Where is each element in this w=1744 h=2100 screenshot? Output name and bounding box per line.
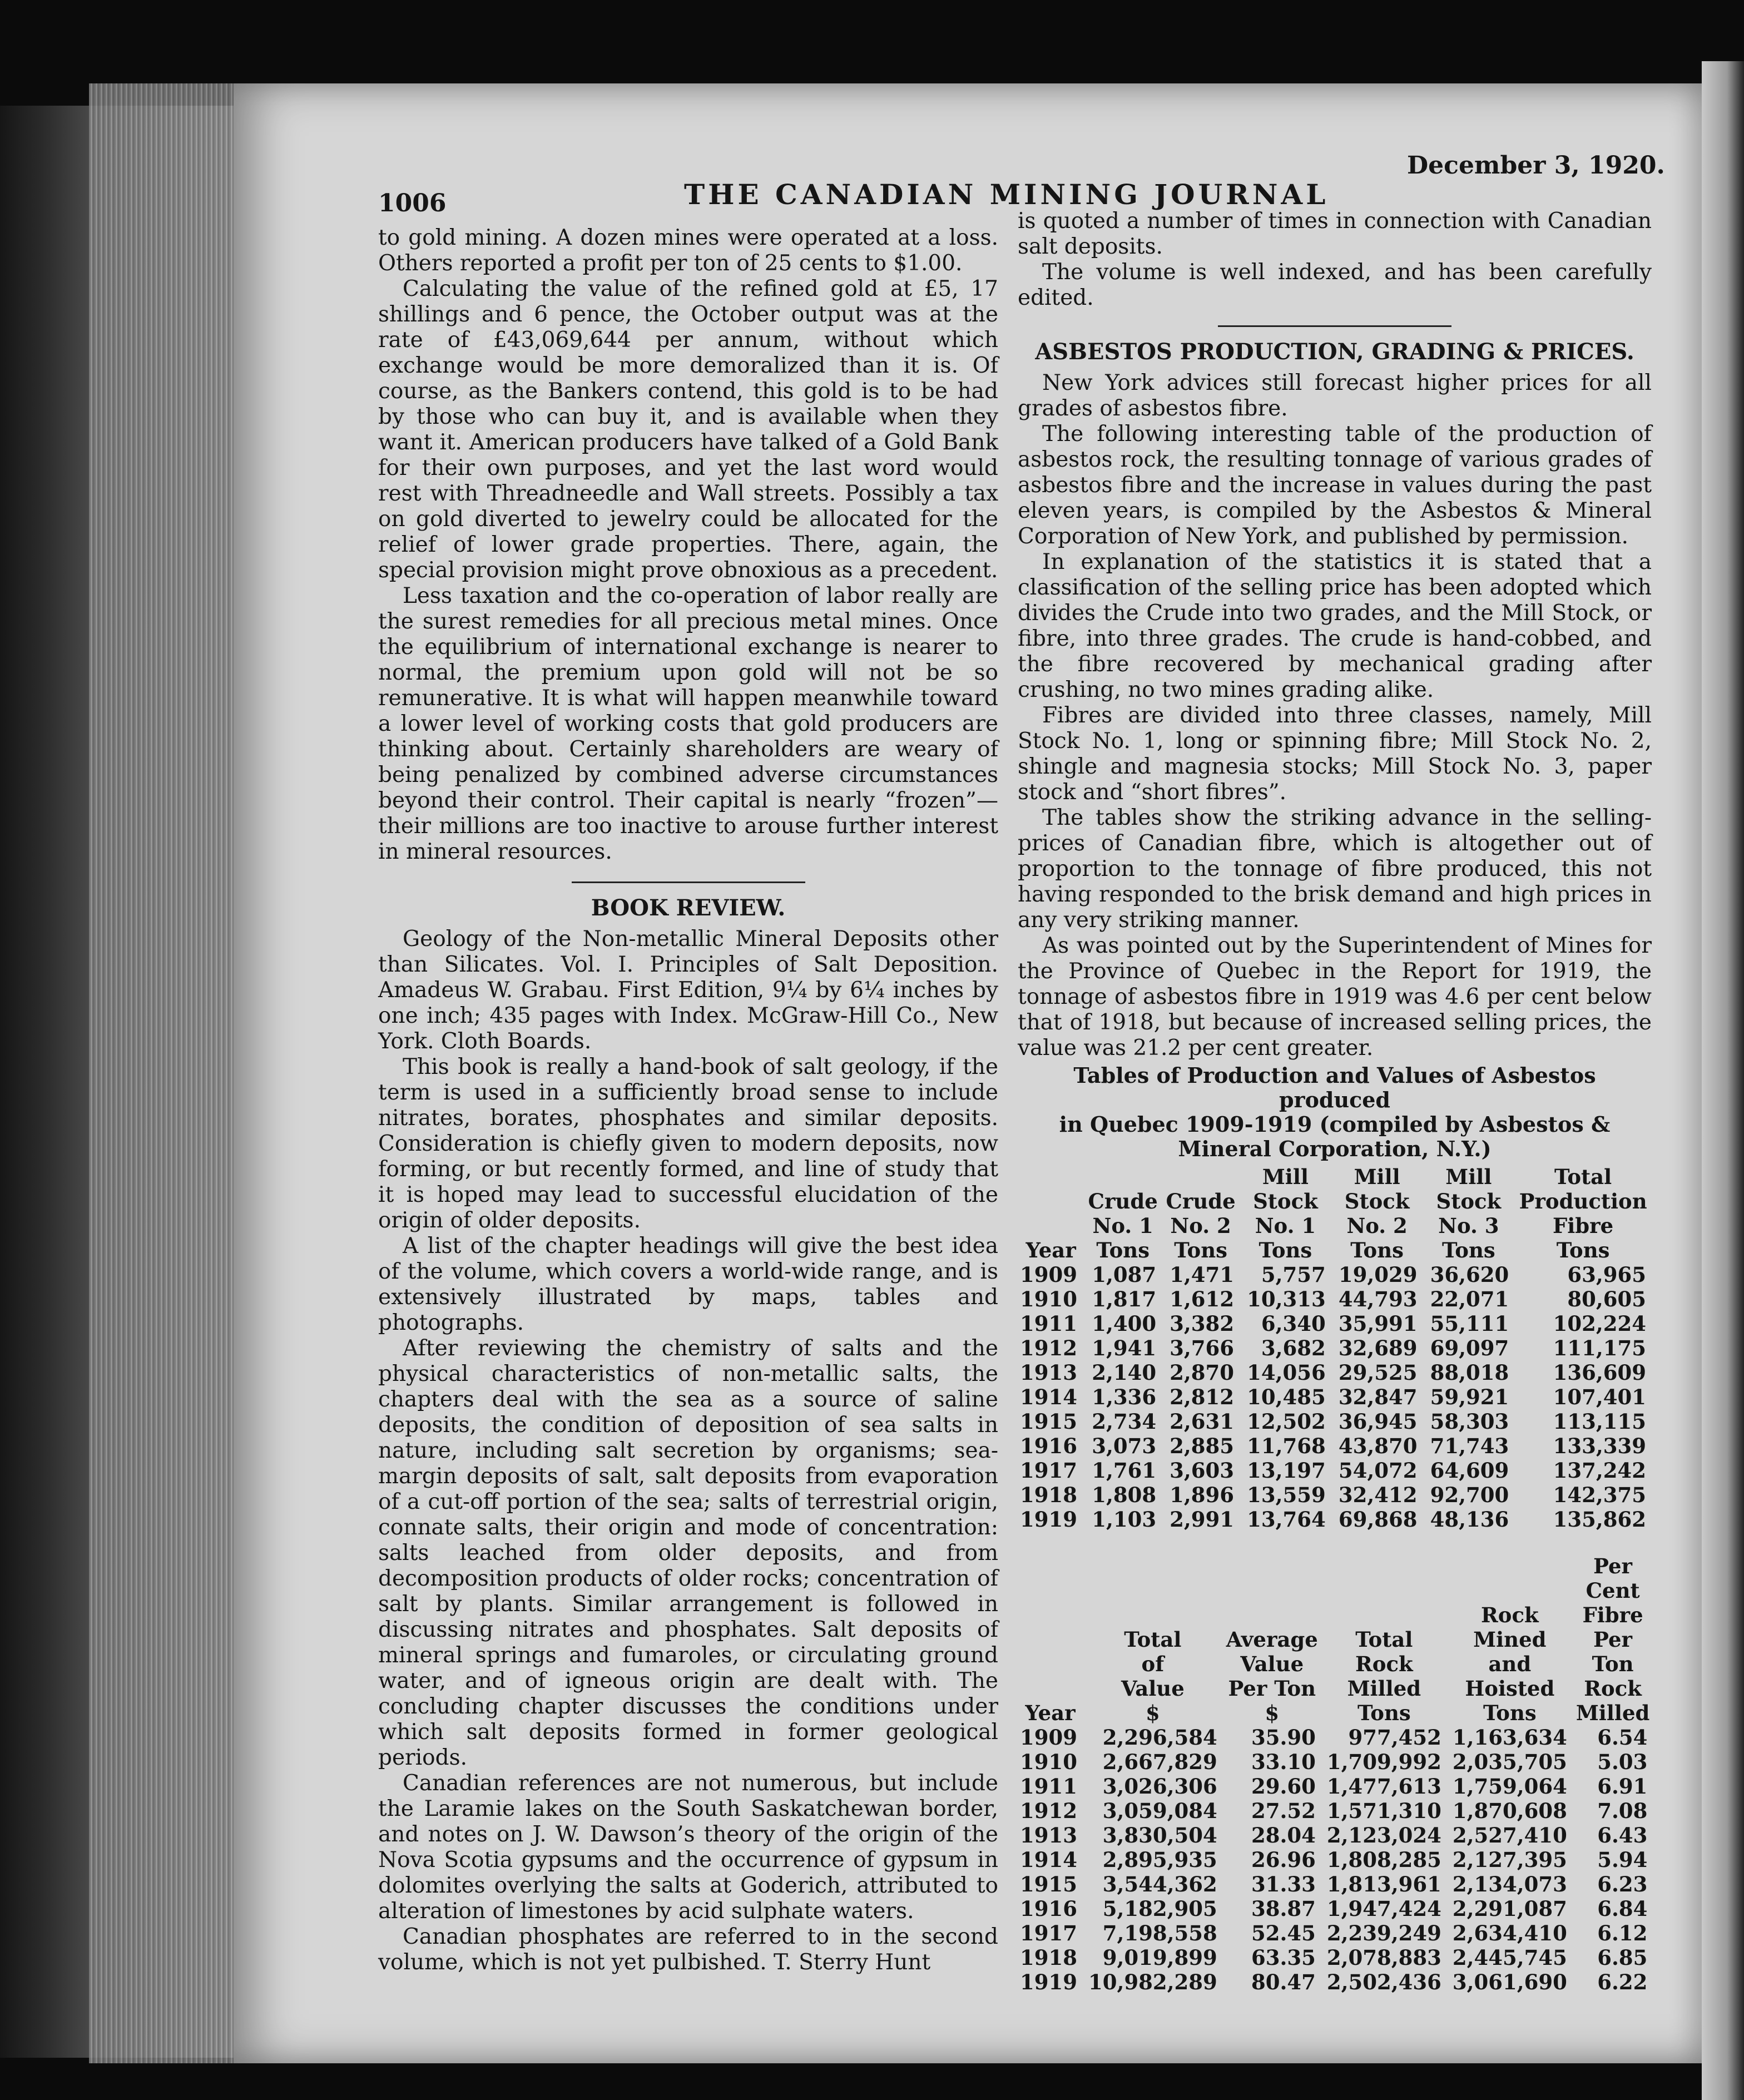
column-header-line: Stock <box>1436 1189 1502 1214</box>
value-cell: 64,609 <box>1430 1458 1509 1483</box>
value-cell: 13,559 <box>1247 1483 1326 1507</box>
table-caption-line: Tables of Production and Values of Asbestos produced <box>1073 1063 1596 1112</box>
value-cell: 6,340 <box>1261 1311 1326 1336</box>
value-cell: 3,766 <box>1170 1336 1235 1360</box>
column-header-line: Milled <box>1575 1701 1650 1725</box>
column-header-line: Stock <box>1253 1189 1318 1214</box>
column-header-line: Mill <box>1445 1165 1492 1189</box>
value-cell: 2,035,705 <box>1452 1750 1567 1774</box>
table-row <box>1018 1848 1653 1872</box>
value-cell: 48,136 <box>1430 1507 1509 1532</box>
column-header <box>1423 1165 1514 1262</box>
asbestos-heading: ASBESTOS PRODUCTION, GRADING & PRICES. <box>1035 339 1634 365</box>
column-header-line: Tons <box>1350 1238 1404 1262</box>
value-cell: 63,965 <box>1567 1262 1646 1287</box>
value-cell: 1,761 <box>1092 1458 1157 1483</box>
value-cell: 5.94 <box>1597 1848 1648 1872</box>
value-cell: 5.03 <box>1597 1750 1648 1774</box>
table-row <box>1018 1823 1653 1848</box>
value-cell: 133,339 <box>1553 1434 1646 1458</box>
column-header-line: Total <box>1124 1627 1182 1652</box>
value-cell: 44,793 <box>1338 1287 1418 1311</box>
column-header-line: Fibre <box>1552 1214 1614 1238</box>
year-cell: 1912 <box>1020 1336 1077 1360</box>
column-header-line: Stock <box>1344 1189 1410 1214</box>
column-header <box>1018 1554 1083 1725</box>
value-cell: 1,163,634 <box>1452 1725 1567 1750</box>
value-cell: 28.04 <box>1251 1823 1316 1848</box>
value-cell: 3,073 <box>1092 1434 1157 1458</box>
year-cell: 1910 <box>1020 1287 1077 1311</box>
table-row <box>1018 1262 1652 1287</box>
value-cell: 107,401 <box>1553 1385 1646 1409</box>
section-divider <box>1218 325 1451 327</box>
year-cell: 1918 <box>1020 1945 1077 1970</box>
table-caption-line: Mineral Corporation, N.Y.) <box>1178 1136 1492 1161</box>
paragraph: As was pointed out by the Superintendent of Mines for the Province of Quebec in the Report for 1919, the tonnage of asbestos fibre in 1919 was 4.6 per cent below that of 1918, but because of increased selling prices, the value was 21.2 per cent greater. <box>1018 933 1652 1061</box>
paragraph: The tables show the striking advance in the selling-prices of Canadian fibre, which is altogether out of proportion to the tonnage of fibre produced, this not having responded to the brisk demand and high prices in any very striking manner. <box>1018 805 1652 933</box>
value-cell: 19,029 <box>1338 1262 1418 1287</box>
value-cell: 2,734 <box>1092 1409 1157 1434</box>
value-cell: 2,502,436 <box>1326 1970 1441 1994</box>
value-cell: 26.96 <box>1251 1848 1316 1872</box>
value-cell: 137,242 <box>1553 1458 1646 1483</box>
value-cell: 1,103 <box>1092 1507 1157 1532</box>
column-header <box>1240 1165 1331 1262</box>
column-header-line: Per Ton <box>1228 1676 1316 1701</box>
column-header <box>1321 1554 1447 1725</box>
value-cell: 6.91 <box>1597 1774 1648 1799</box>
value-cell: 92,700 <box>1430 1483 1509 1507</box>
column-header-line: Year <box>1025 1238 1076 1262</box>
year-cell: 1914 <box>1020 1848 1077 1872</box>
column-header-line: No. 1 <box>1092 1214 1153 1238</box>
table-header-row <box>1018 1554 1653 1725</box>
value-cell: 113,115 <box>1553 1409 1646 1434</box>
value-cell: 2,667,829 <box>1102 1750 1217 1774</box>
value-cell: 1,813,961 <box>1326 1872 1441 1896</box>
issue-date: December 3, 1920. <box>1407 151 1665 180</box>
paragraph: Canadian references are not numerous, but include the Laramie lakes on the South Saskatchewan border, and notes on J. W. Dawson’s theory of the origin of the Nova Scotia gypsums and the occurrence of gypsum in dolomites overlying the salts at Goderich, attributed to alteration of limestones by acid sulphate waters. <box>378 1771 998 1924</box>
value-cell: 9,019,899 <box>1102 1945 1217 1970</box>
value-cell: 6.54 <box>1597 1725 1648 1750</box>
value-cell: 55,111 <box>1430 1311 1509 1336</box>
value-cell: 3,830,504 <box>1102 1823 1217 1848</box>
value-cell: 2,527,410 <box>1452 1823 1567 1848</box>
value-cell: 2,291,087 <box>1452 1896 1567 1921</box>
value-cell: 52.45 <box>1251 1921 1316 1945</box>
value-cell: 32,847 <box>1338 1385 1418 1409</box>
column-header-line: Hoisted <box>1465 1676 1555 1701</box>
value-cell: 10,982,289 <box>1088 1970 1217 1994</box>
value-cell: 2,140 <box>1092 1360 1157 1385</box>
value-cell: 111,175 <box>1553 1336 1646 1360</box>
value-cell: 6.23 <box>1597 1872 1648 1896</box>
column-header-line: $ <box>1145 1701 1160 1725</box>
table-row <box>1018 1945 1653 1970</box>
column-header <box>1084 1165 1162 1262</box>
column-header-line: Tons <box>1357 1701 1411 1725</box>
value-cell: 102,224 <box>1553 1311 1646 1336</box>
table-row <box>1018 1799 1653 1823</box>
value-cell: 1,808,285 <box>1326 1848 1441 1872</box>
value-cell: 135,862 <box>1553 1507 1646 1532</box>
table-row <box>1018 1507 1652 1532</box>
value-cell: 12,502 <box>1247 1409 1326 1434</box>
year-cell: 1913 <box>1020 1360 1077 1385</box>
paragraph: Less taxation and the co-operation of labor really are the surest remedies for all precious metal mines. Once the equilibrium of international exchange is nearer to normal, the premium upon gold will not be so remunerative. It is what will happen meanwhile toward a lower level of working costs that gold producers are thinking about. Certainly shareholders are weary of being penalized by combined adverse circumstances beyond their control. Their capital is nearly “frozen”—their millions are too inactive to arouse further interest in mineral resources. <box>378 583 998 864</box>
year-cell: 1917 <box>1020 1921 1077 1945</box>
table-row <box>1018 1725 1653 1750</box>
year-cell: 1914 <box>1020 1385 1077 1409</box>
value-cell: 1,896 <box>1170 1483 1235 1507</box>
value-cell: 3,059,084 <box>1102 1799 1217 1823</box>
value-cell: 36,620 <box>1430 1262 1509 1287</box>
year-cell: 1916 <box>1020 1434 1077 1458</box>
value-cell: 10,313 <box>1247 1287 1326 1311</box>
column-header-line: Tons <box>1441 1238 1495 1262</box>
column-header <box>1018 1165 1084 1262</box>
value-cell: 2,134,073 <box>1452 1872 1567 1896</box>
paragraph: New York advices still forecast higher prices for all grades of asbestos fibre. <box>1018 370 1652 421</box>
value-cell: 1,087 <box>1092 1262 1157 1287</box>
value-cell: 2,239,249 <box>1326 1921 1441 1945</box>
column-header <box>1514 1165 1652 1262</box>
value-cell: 13,764 <box>1247 1507 1326 1532</box>
column-header-line: Tons <box>1174 1238 1227 1262</box>
column-header-line: Tons <box>1556 1238 1610 1262</box>
year-cell: 1915 <box>1020 1872 1077 1896</box>
value-cell: 1,336 <box>1092 1385 1157 1409</box>
value-cell: 2,631 <box>1170 1409 1235 1434</box>
table-row <box>1018 1872 1653 1896</box>
page-edges <box>89 83 245 2063</box>
value-cell: 2,296,584 <box>1102 1725 1217 1750</box>
value-cell: 7,198,558 <box>1102 1921 1217 1945</box>
column-header <box>1573 1554 1653 1725</box>
left-column <box>378 225 998 1975</box>
value-cell: 33.10 <box>1251 1750 1316 1774</box>
column-header-line: of <box>1141 1652 1165 1676</box>
value-cell: 88,018 <box>1430 1360 1509 1385</box>
values-table <box>1018 1554 1653 1994</box>
value-cell: 1,817 <box>1092 1287 1157 1311</box>
value-cell: 2,812 <box>1170 1385 1235 1409</box>
year-cell: 1911 <box>1020 1774 1077 1799</box>
value-cell: 2,991 <box>1170 1507 1235 1532</box>
column-header-line: Crude <box>1088 1189 1158 1214</box>
value-cell: 13,197 <box>1247 1458 1326 1483</box>
value-cell: 43,870 <box>1338 1434 1418 1458</box>
table-row <box>1018 1921 1653 1945</box>
value-cell: 63.35 <box>1251 1945 1316 1970</box>
paragraph: to gold mining. A dozen mines were operated at a loss. Others reported a profit per ton of 25 cents to $1.00. <box>378 225 998 276</box>
value-cell: 69,868 <box>1338 1507 1418 1532</box>
value-cell: 7.08 <box>1597 1799 1648 1823</box>
table-row <box>1018 1311 1652 1336</box>
value-cell: 35.90 <box>1251 1725 1316 1750</box>
value-cell: 3,382 <box>1170 1311 1235 1336</box>
value-cell: 6.12 <box>1597 1921 1648 1945</box>
column-header-line: Tons <box>1096 1238 1150 1262</box>
column-header <box>1223 1554 1321 1725</box>
paragraph: In explanation of the statistics it is stated that a classification of the selling price has been adopted which divides the Crude into two grades, and the Mill Stock, or fibre, into three grades. The crude is hand-cobbed, and the fibre recovered by mechanical grading after crushing, no two mines grading alike. <box>1018 549 1652 702</box>
value-cell: 29,525 <box>1338 1360 1418 1385</box>
column-header-line: No. 1 <box>1255 1214 1316 1238</box>
value-cell: 2,885 <box>1170 1434 1235 1458</box>
year-cell: 1909 <box>1020 1262 1077 1287</box>
paragraph: Calculating the value of the refined gold at £5, 17 shillings and 6 pence, the October output was at the rate of £43,069,644 per annum, without which exchange would be more demoralized than it is. Of course, as the Bankers contend, this gold is to be had by those who can buy it, and is available when they want it. American producers have talked of a Gold Bank for their own purposes, and yet the last word would rest with Threadneedle and Wall streets. Possibly a tax on gold diverted to jewelry could be allocated for the relief of lower grade properties. There, again, the special provision might prove obnoxious as a precedent. <box>378 276 998 583</box>
value-cell: 6.84 <box>1597 1896 1648 1921</box>
year-cell: 1909 <box>1020 1725 1077 1750</box>
year-cell: 1915 <box>1020 1409 1077 1434</box>
value-cell: 22,071 <box>1430 1287 1509 1311</box>
column-header-line: Total <box>1355 1627 1413 1652</box>
column-header-line: No. 2 <box>1170 1214 1231 1238</box>
column-header-line: Total <box>1554 1165 1612 1189</box>
table-header-row <box>1018 1165 1652 1262</box>
year-cell: 1913 <box>1020 1823 1077 1848</box>
value-cell: 6.43 <box>1597 1823 1648 1848</box>
table-row <box>1018 1458 1652 1483</box>
value-cell: 6.22 <box>1597 1970 1648 1994</box>
year-cell: 1916 <box>1020 1896 1077 1921</box>
column-header-line: Value <box>1121 1676 1185 1701</box>
value-cell: 2,127,395 <box>1452 1848 1567 1872</box>
table-caption-line: in Quebec 1909-1919 (compiled by Asbestos & <box>1059 1112 1611 1137</box>
value-cell: 1,400 <box>1092 1311 1157 1336</box>
value-cell: 2,634,410 <box>1452 1921 1567 1945</box>
table-row <box>1018 1750 1653 1774</box>
column-header-line: Ton Rock <box>1584 1652 1642 1701</box>
value-cell: 2,895,935 <box>1102 1848 1217 1872</box>
value-cell: 80.47 <box>1251 1970 1316 1994</box>
column-header <box>1331 1165 1423 1262</box>
column-header-line: Production <box>1519 1189 1647 1214</box>
paragraph: The volume is well indexed, and has been carefully edited. <box>1018 260 1652 310</box>
column-header-line: No. 3 <box>1438 1214 1499 1238</box>
value-cell: 2,123,024 <box>1326 1823 1441 1848</box>
value-cell: 59,921 <box>1430 1385 1509 1409</box>
value-cell: 3,544,362 <box>1102 1872 1217 1896</box>
column-header-line: Tons <box>1259 1238 1312 1262</box>
paragraph: The following interesting table of the production of asbestos rock, the resulting tonnage of various grades of asbestos fibre and the increase in values during the past eleven years, is compiled by the Asbestos & Mineral Corporation of New York, and published by permission. <box>1018 422 1652 549</box>
paragraph: is quoted a number of times in connection with Canadian salt deposits. <box>1018 209 1652 259</box>
value-cell: 1,612 <box>1170 1287 1235 1311</box>
journal-title: THE CANADIAN MINING JOURNAL <box>684 178 1329 211</box>
value-cell: 1,477,613 <box>1326 1774 1441 1799</box>
paragraph: This book is really a hand-book of salt geology, if the term is used in a sufficiently broad sense to include nitrates, borates, phosphates and similar deposits. Consideration is chiefly given to modern deposits, now forming, or but recently formed, and line of study that it is hoped may lead to successful elucidation of the origin of older deposits. <box>378 1054 998 1233</box>
value-cell: 58,303 <box>1430 1409 1509 1434</box>
column-header-line: Mill <box>1354 1165 1400 1189</box>
value-cell: 5,182,905 <box>1102 1896 1217 1921</box>
production-table <box>1018 1165 1652 1532</box>
column-header <box>1162 1165 1240 1262</box>
column-header-line: $ <box>1265 1701 1280 1725</box>
column-header-line: Mill <box>1262 1165 1309 1189</box>
table-row <box>1018 1434 1652 1458</box>
year-cell: 1910 <box>1020 1750 1077 1774</box>
year-cell: 1917 <box>1020 1458 1077 1483</box>
column-header-line: Milled <box>1347 1676 1421 1701</box>
value-cell: 36,945 <box>1338 1409 1418 1434</box>
value-cell: 29.60 <box>1251 1774 1316 1799</box>
value-cell: 3,603 <box>1170 1458 1235 1483</box>
column-header-line: Tons <box>1483 1701 1537 1725</box>
right-column <box>1018 209 1652 1994</box>
column-header-line: Rock <box>1355 1652 1413 1676</box>
column-header-line: Rock <box>1481 1603 1539 1627</box>
value-cell: 1,471 <box>1170 1262 1235 1287</box>
value-cell: 14,056 <box>1247 1360 1326 1385</box>
table-row <box>1018 1970 1653 1994</box>
column-header-line: Fibre Per <box>1582 1603 1643 1652</box>
year-cell: 1919 <box>1020 1970 1077 1994</box>
column-header <box>1447 1554 1573 1725</box>
value-cell: 69,097 <box>1430 1336 1509 1360</box>
value-cell: 1,571,310 <box>1326 1799 1441 1823</box>
table-caption <box>1018 1063 1652 1161</box>
value-cell: 32,689 <box>1338 1336 1418 1360</box>
year-cell: 1911 <box>1020 1311 1077 1336</box>
year-cell: 1912 <box>1020 1799 1077 1823</box>
page-number: 1006 <box>378 189 447 217</box>
value-cell: 3,682 <box>1261 1336 1326 1360</box>
value-cell: 2,870 <box>1170 1360 1235 1385</box>
column-header-line: Value <box>1240 1652 1304 1676</box>
section-divider <box>572 881 805 883</box>
value-cell: 35,991 <box>1338 1311 1418 1336</box>
table-row <box>1018 1336 1652 1360</box>
paragraph: Geology of the Non-metallic Mineral Deposits other than Silicates. Vol. I. Principles of Salt Deposition. Amadeus W. Grabau. First Edition, 9¼ by 6¼ inches by one inch; 435 pages with Index. McGraw-Hill Co., New York. Cloth Boards. <box>378 927 998 1054</box>
value-cell: 1,709,992 <box>1326 1750 1441 1774</box>
year-cell: 1918 <box>1020 1483 1077 1507</box>
column-header-line: Average <box>1226 1627 1318 1652</box>
value-cell: 31.33 <box>1251 1872 1316 1896</box>
facing-page-edge <box>1702 61 1744 2100</box>
table-row <box>1018 1360 1652 1385</box>
value-cell: 32,412 <box>1338 1483 1418 1507</box>
table-row <box>1018 1409 1652 1434</box>
value-cell: 142,375 <box>1553 1483 1646 1507</box>
value-cell: 1,947,424 <box>1326 1896 1441 1921</box>
value-cell: 1,941 <box>1092 1336 1157 1360</box>
value-cell: 1,808 <box>1092 1483 1157 1507</box>
value-cell: 6.85 <box>1597 1945 1648 1970</box>
value-cell: 2,445,745 <box>1452 1945 1567 1970</box>
table-row <box>1018 1287 1652 1311</box>
value-cell: 54,072 <box>1338 1458 1418 1483</box>
column-header <box>1083 1554 1223 1725</box>
table-row <box>1018 1896 1653 1921</box>
value-cell: 38.87 <box>1251 1896 1316 1921</box>
year-cell: 1919 <box>1020 1507 1077 1532</box>
value-cell: 1,870,608 <box>1452 1799 1567 1823</box>
paragraph: Fibres are divided into three classes, namely, Mill Stock No. 1, long or spinning fibre; Mill Stock No. 2, shingle and magnesia stocks; Mill Stock No. 3, paper stock and “short fibres”. <box>1018 703 1652 805</box>
value-cell: 11,768 <box>1247 1434 1326 1458</box>
paragraph: A list of the chapter headings will give the best idea of the volume, which covers a world-wide range, and is extensively illustrated by maps, tables and photographs. <box>378 1234 998 1335</box>
value-cell: 71,743 <box>1430 1434 1509 1458</box>
paragraph: After reviewing the chemistry of salts and the physical characteristics of non-metallic salts, the chapters deal with the sea as a source of saline deposits, the condition of deposition of sea salts in nature, including salt secretion by organisms; sea-margin deposits of salt, salt deposits from evaporation of a cut-off portion of the sea; salts of terrestrial origin, connate salts, their origin and mode of concentration: salts leached from older deposits, and from decomposition products of older rocks; concentration of salt by plants. Similar arrangement is followed in discussing nitrates and phosphates. Salt deposits of mineral springs and fumaroles, or circulating ground water, and of igneous origin are dealt with. The concluding chapter discusses the conditions under which salt deposits formed in former geological periods. <box>378 1336 998 1770</box>
table-row <box>1018 1774 1653 1799</box>
value-cell: 5,757 <box>1261 1262 1326 1287</box>
value-cell: 3,061,690 <box>1452 1970 1567 1994</box>
value-cell: 80,605 <box>1567 1287 1646 1311</box>
column-header-line: Per Cent <box>1586 1554 1640 1603</box>
column-header-line: Mined and <box>1473 1627 1547 1676</box>
column-header-line: No. 2 <box>1346 1214 1408 1238</box>
column-header-line: Crude <box>1166 1189 1236 1214</box>
paragraph: Canadian phosphates are referred to in the second volume, which is not yet pulbished. T. Sterry Hunt <box>378 1924 998 1975</box>
value-cell: 2,078,883 <box>1326 1945 1441 1970</box>
table-row <box>1018 1385 1652 1409</box>
value-cell: 3,026,306 <box>1102 1774 1217 1799</box>
value-cell: 27.52 <box>1251 1799 1316 1823</box>
value-cell: 1,759,064 <box>1452 1774 1567 1799</box>
table-row <box>1018 1483 1652 1507</box>
value-cell: 136,609 <box>1553 1360 1646 1385</box>
value-cell: 977,452 <box>1348 1725 1441 1750</box>
value-cell: 10,485 <box>1247 1385 1326 1409</box>
book-review-heading: BOOK REVIEW. <box>591 895 786 921</box>
column-header-line: Year <box>1025 1701 1076 1725</box>
